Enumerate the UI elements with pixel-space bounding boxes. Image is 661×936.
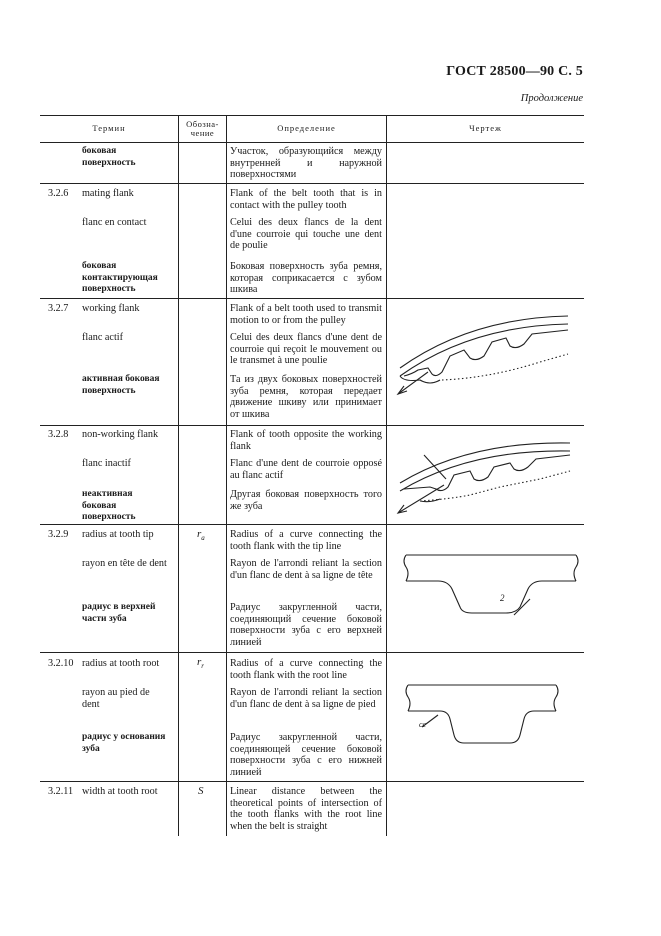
term-ru: радиус в верхней части зуба: [82, 602, 156, 624]
terms-table: [40, 115, 584, 836]
row-divider: [40, 781, 584, 782]
term-number: 3.2.8: [48, 429, 69, 440]
symbol-letter: r: [197, 528, 202, 540]
symbol: S: [198, 785, 204, 797]
pulley-outline: [400, 376, 440, 383]
term-number: 3.2.7: [48, 303, 69, 314]
definition-en: Flank of the belt tooth that is in contact with the pulley tooth: [230, 188, 382, 211]
term-fr: flanc actif: [82, 332, 124, 343]
term-en: radius at tooth root: [82, 658, 160, 669]
col-divider: [386, 115, 387, 836]
term-fr: rayon en tête de dent: [82, 558, 167, 569]
arrow-head: [398, 386, 407, 394]
symbol-subscript: r: [201, 662, 205, 671]
definition-fr: Rayon de l'arrondi reliant la section d'un flanc de dent à sa ligne de tête: [230, 558, 382, 581]
term-number: 3.2.11: [48, 786, 74, 797]
definition-en: Flank of tooth opposite the working flank: [230, 429, 382, 452]
symbol: [197, 528, 205, 542]
root-radius-drawing: [402, 683, 582, 749]
term-en: radius at tooth tip: [82, 529, 154, 540]
definition-fr: Rayon de l'arrondi reliant la section d'un flanc de dent à sa ligne de pied: [230, 687, 382, 710]
belt-outer-line: [400, 443, 570, 483]
break-line: [554, 685, 558, 711]
col-divider: [226, 115, 227, 836]
row-divider: [40, 183, 584, 184]
row-divider: [40, 298, 584, 299]
symbol-letter: r: [197, 656, 202, 668]
col-header-symbol: [179, 115, 226, 142]
col-header-term: Термин: [92, 123, 126, 133]
term-ru: радиус у основания зуба: [82, 732, 166, 754]
term-number: 3.2.6: [48, 188, 69, 199]
tooth-profile: [406, 581, 576, 613]
term-en: working flank: [82, 303, 140, 314]
definition-fr: Celui des deux flancs d'une dent de courroie qui reçoit le mouvement ou le transmet à une poulie: [230, 332, 382, 367]
term-en: non-working flank: [82, 429, 159, 440]
definition-ru: Радиус закругленной части, соединяющей сечение боковой поверхности зуба с его нижней линией: [230, 732, 382, 778]
tooth-profile: [408, 711, 556, 743]
term-en: mating flank: [82, 188, 134, 199]
leader-line: [398, 372, 428, 394]
row-divider: [40, 425, 584, 426]
pulley-dotted-outline: [442, 354, 568, 380]
term-fr: flanc en contact: [82, 217, 147, 228]
col-header-symbol-line1: Обозна-: [186, 118, 219, 129]
definition-fr: Celui des deux flancs de la dent d'une courroie qui touche une dent de poulie: [230, 217, 382, 252]
arrow-head: [398, 505, 407, 513]
col-header-symbol-line2: чение: [190, 127, 215, 138]
tip-radius-drawing: [398, 553, 582, 643]
row-divider: [40, 142, 584, 143]
definition-en: Linear distance between the theoretical points of intersection of the tooth flanks with the root line when the belt is straight: [230, 786, 382, 832]
term-ru: неактивная боковая поверхность: [82, 489, 136, 523]
break-line: [404, 555, 408, 581]
definition-ru: Радиус закругленной части, соединяющий сечение боковой поверхности зуба с его верхней линией: [230, 602, 382, 648]
term-en: width at tooth root: [82, 786, 158, 797]
root-radius-label: сс: [419, 720, 427, 729]
symbol: [197, 656, 204, 670]
col-header-definition: Определение: [277, 123, 336, 133]
term-ru: активная боковая поверхность: [82, 374, 160, 396]
belt-tooth-profile: [404, 330, 568, 376]
col-header-drawing: Чертеж: [469, 123, 502, 133]
col-divider: [178, 115, 179, 836]
symbol-subscript: a: [201, 534, 205, 543]
term-number: 3.2.9: [48, 529, 69, 540]
break-line: [574, 555, 578, 581]
page-header: ГОСТ 28500—90 С. 5: [446, 64, 583, 79]
row-divider: [40, 652, 584, 653]
working-flank-drawing: [390, 310, 582, 410]
definition-ru: Та из двух боковых поверхностей зуба ремня, которая передает движение шкиву или принимает от шкива: [230, 374, 382, 420]
term-number: 3.2.10: [48, 658, 74, 669]
definition: Участок, образующийся между внутренней и наружной поверхностями: [230, 146, 382, 181]
definition-en: Radius of a curve connecting the tooth flank with the root line: [230, 658, 382, 681]
leader-line: [424, 455, 446, 479]
term-ru: боковая контактирующая поверхность: [82, 261, 158, 295]
definition-en: Flank of a belt tooth used to transmit motion to or from the pulley: [230, 303, 382, 326]
definition-ru: Другая боковая поверхность того же зуба: [230, 489, 382, 512]
continuation-label: Продолжение: [520, 93, 583, 104]
break-line: [406, 685, 410, 711]
row-divider: [40, 524, 584, 525]
term-ru: боковая поверхность: [82, 146, 136, 168]
term-fr: flanc inactif: [82, 458, 131, 469]
tip-radius-label: 2: [500, 593, 505, 603]
term-fr: rayon au pied de dent: [82, 687, 150, 710]
non-working-flank-drawing: [390, 441, 582, 521]
definition-ru: Боковая поверхность зуба ремня, которая соприкасается с зубом шкива: [230, 261, 382, 296]
definition-en: Radius of a curve connecting the tooth flank with the tip line: [230, 529, 382, 552]
definition-fr: Flanc d'une dent de courroie opposé au flanc actif: [230, 458, 382, 481]
